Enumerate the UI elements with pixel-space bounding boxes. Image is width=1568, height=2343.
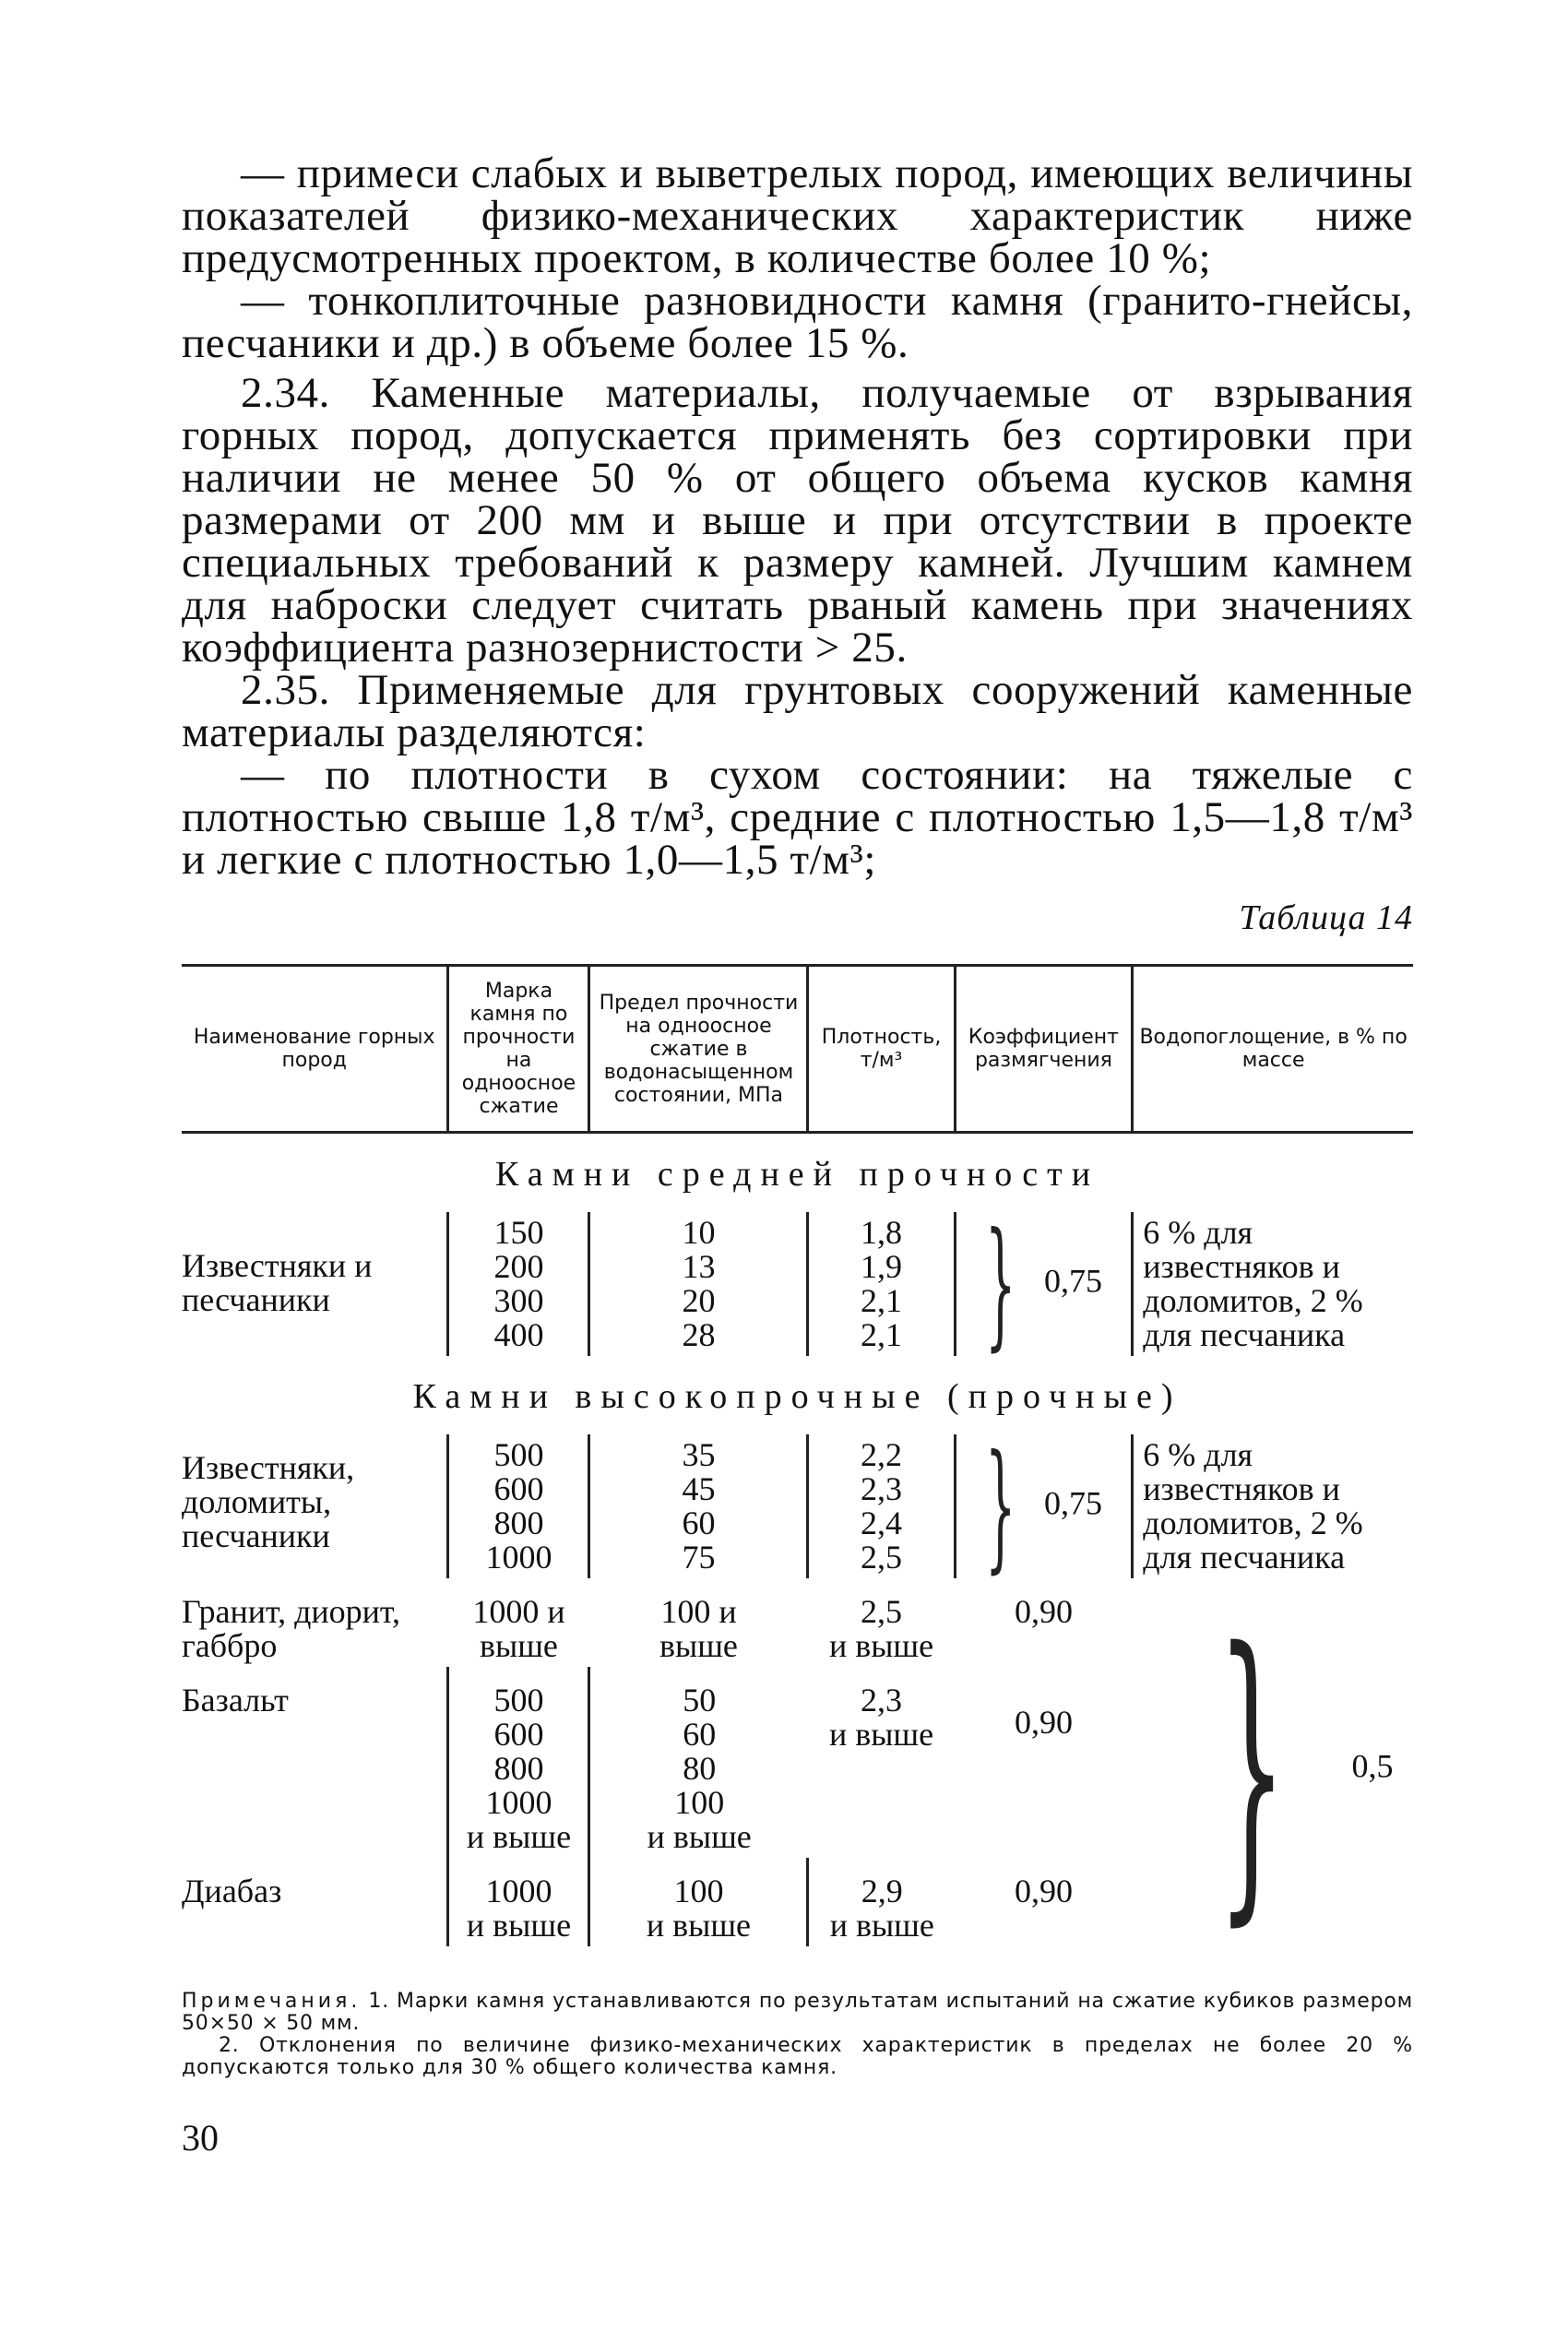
grade-values: 150 200 300 400 bbox=[448, 1212, 589, 1356]
header-grade: Марка камня по прочности на одноосное сжатие bbox=[448, 966, 589, 1133]
header-rock-name: Наименование горных пород bbox=[182, 966, 448, 1133]
paragraph-thin-plate: — тонкоплиточные разновидности камня (гранито-гнейсы, песчаники и др.) в объеме более 15 %. bbox=[182, 277, 1413, 367]
water-absorption-shared bbox=[1133, 1578, 1413, 1952]
brace-icon: } bbox=[1217, 1586, 1288, 1952]
table-row bbox=[182, 1578, 1413, 1667]
strength-values: 50 60 80 100 и выше bbox=[589, 1667, 808, 1858]
density-values: 2,3 и выше bbox=[828, 1682, 934, 1753]
table-row bbox=[182, 1434, 1413, 1578]
section-row-high bbox=[182, 1356, 1413, 1434]
softening-coef-value: 0,75 bbox=[1044, 1262, 1103, 1300]
paragraph-2-34: 2.34. Каменные материалы, получаемые от взрывания горных пород, допускается применять без сортировки при наличии не менее 50 % от общего объема кусков камня размерами от 200 мм и выше и при отсутствии в проекте специальных требований к размеру камней. Лучшим камнем для наброски следует считать рваный камень при значениях коэффициента разнозернистости > 25. bbox=[182, 369, 1413, 672]
section-title-medium: Камни средней прочности bbox=[494, 1155, 1100, 1194]
table-caption: Таблица 14 bbox=[1239, 898, 1413, 937]
water-absorption: 6 % для известняков и доломитов, 2 % для песчаника bbox=[1133, 1212, 1413, 1356]
rock-name: Гранит, диорит, габбро bbox=[182, 1593, 400, 1664]
note-1-text: 1. Марки камня устанавливаются по результатам испытаний на сжатие кубиков размером 50×50 × 50 мм. bbox=[182, 1990, 1413, 2035]
grade-values: 500 600 800 1000 bbox=[448, 1434, 589, 1578]
table-notes bbox=[182, 1991, 1413, 2079]
density-values: 2,9 и выше bbox=[808, 1858, 955, 1946]
strength-values: 10 13 20 28 bbox=[589, 1212, 808, 1356]
brace-icon: } bbox=[984, 1204, 1016, 1364]
paragraph-density: — по плотности в сухом состоянии: на тяжелые с плотностью свыше 1,8 т/м³, средние с плотностью 1,5—1,8 т/м³ и легкие с плотностью 1,0—1,5 т/м³; bbox=[182, 751, 1413, 884]
grade-values: 500 600 800 1000 и выше bbox=[448, 1667, 589, 1858]
grade-values: 1000 и выше bbox=[448, 1858, 589, 1946]
strength-values: 35 45 60 75 bbox=[589, 1434, 808, 1578]
notes-heading: Примечания. bbox=[182, 1990, 362, 2013]
softening-coef: 0,90 bbox=[1014, 1873, 1073, 1909]
table-header-row bbox=[182, 966, 1413, 1133]
page-content bbox=[182, 149, 1413, 2159]
section-title-high: Камни высокопрочные (прочные) bbox=[412, 1377, 1182, 1416]
page-number: 30 bbox=[182, 2117, 219, 2159]
rock-name: Диабаз bbox=[182, 1873, 282, 1909]
softening-coef-value: 0,75 bbox=[1044, 1484, 1103, 1522]
rock-name: Базальт bbox=[182, 1682, 289, 1719]
density-values: 1,8 1,9 2,1 2,1 bbox=[808, 1212, 955, 1356]
header-density: Плотность, т/м³ bbox=[808, 966, 955, 1133]
strength-values: 100 и выше bbox=[659, 1593, 738, 1664]
density-values: 2,5 и выше bbox=[828, 1593, 934, 1664]
paragraph-2-35: 2.35. Применяемые для грунтовых сооружений каменные материалы разделяются: bbox=[182, 666, 1413, 756]
header-strength: Предел прочности на одноосное сжатие в водонасыщенном состоянии, МПа bbox=[589, 966, 808, 1133]
water-absorption-value: 0,5 bbox=[1351, 1746, 1394, 1784]
header-water-absorption: Водопоглощение, в % по массе bbox=[1133, 966, 1413, 1133]
softening-coef bbox=[955, 1204, 1133, 1364]
table-row bbox=[182, 1212, 1413, 1356]
brace-icon: } bbox=[984, 1426, 1016, 1587]
note-2: 2. Отклонения по величине физико-механических характеристик в пределах не более 20 % допускаются только для 30 % общего количества камня. bbox=[182, 2034, 1413, 2079]
rock-properties-table bbox=[182, 964, 1413, 1952]
softening-coef bbox=[955, 1426, 1133, 1587]
rock-name: Известняки и песчаники bbox=[182, 1247, 373, 1318]
header-softening-coef: Коэффициент размягчения bbox=[955, 966, 1133, 1133]
grade-values: 1000 и выше bbox=[472, 1593, 565, 1664]
density-values: 2,2 2,3 2,4 2,5 bbox=[808, 1434, 955, 1578]
strength-values: 100 и выше bbox=[589, 1858, 808, 1946]
water-absorption: 6 % для известняков и доломитов, 2 % для песчаника bbox=[1133, 1434, 1413, 1578]
softening-coef: 0,90 bbox=[1014, 1704, 1073, 1741]
softening-coef: 0,90 bbox=[1014, 1593, 1073, 1630]
paragraph-impurities: — примеси слабых и выветрелых пород, имеющих величины показателей физико-механических характеристик ниже предусмотренных проектом, в количестве более 10 %; bbox=[182, 149, 1413, 282]
section-row-medium bbox=[182, 1133, 1413, 1213]
note-1 bbox=[182, 1991, 1413, 2035]
rock-name: Известняки, доломиты, песчаники bbox=[182, 1449, 355, 1554]
